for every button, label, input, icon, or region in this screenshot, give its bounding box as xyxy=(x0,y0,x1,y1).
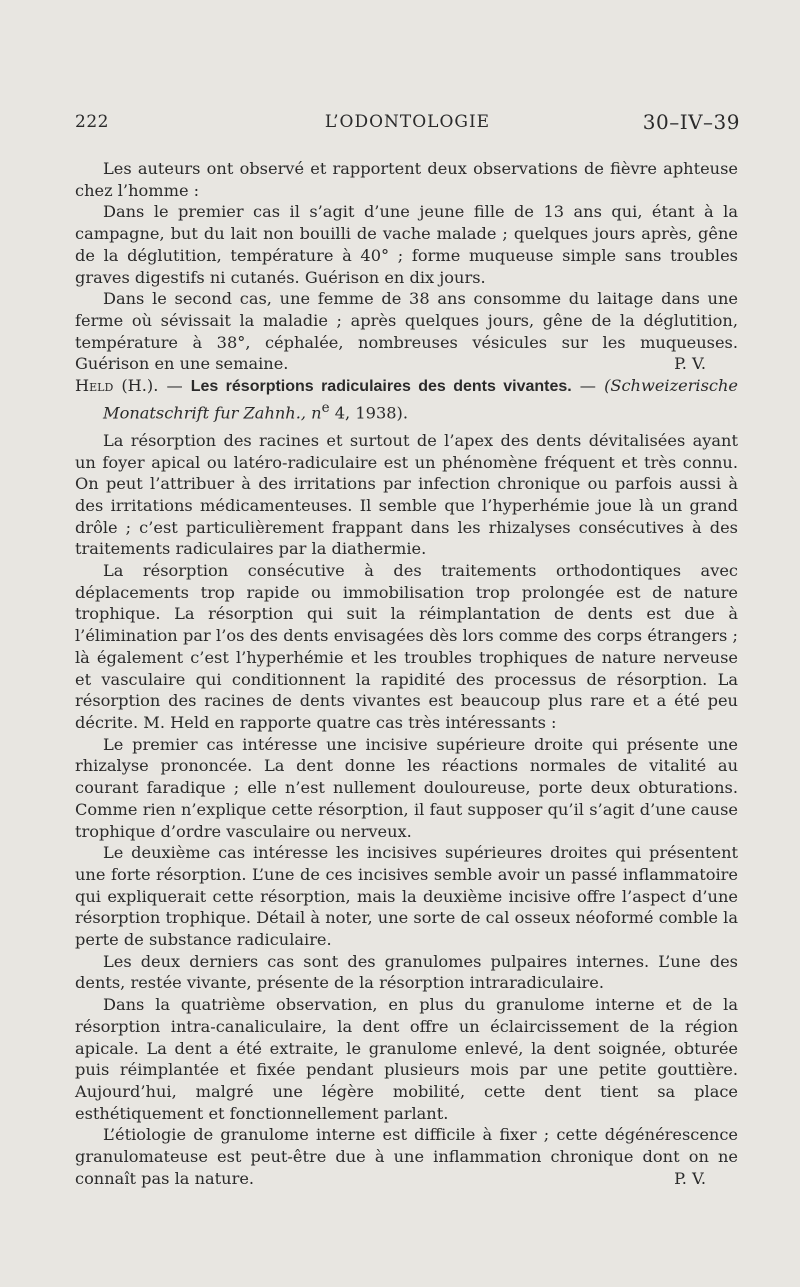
review-paragraph: La résorption consécutive à des traitements orthodontiques avec déplacements trop rapide ou immobilisation trop prolongée est de nature trophique. La résorption qui suit la réimplantation de dents est due à l’élimination par l’os des dents envisagées dès lors comme des corps étrangers ; là également c’est l’hyperhémie et les troubles trophiques de nature nerveuse et vasculaire qui conditionnent la rapidité des processus de résorption. La résorption des racines de dents vivantes est beaucoup plus rare et a été peu décrite. M. Held en rapporte quatre cas très intéressants : xyxy=(75,561,738,732)
dash: — xyxy=(571,376,605,396)
review-paragraph: Dans la quatrième observation, en plus du granulome interne et de la résorption intra-canaliculaire, la dent offre un éclaircissement de la région apicale. La dent a été extraite, le granulome enlevé, la dent soignée, obturée puis réimplantée et fixée pendant plusieurs mois par une petite gouttière. Aujourd’hui, malgré une légère mobilité, cette dent tient sa place esthétiquement et fonctionnellement parlant. xyxy=(75,995,738,1123)
review-paragraph: Les deux derniers cas sont des granulomes pulpaires internes. L’une des dents, restée vivante, présente de la résorption intraradiculaire. xyxy=(75,951,738,993)
journal-title: L’ODONTOLOGIE xyxy=(324,112,491,132)
review-paragraph: Le deuxième cas intéresse les incisives supérieures droites qui présentent une forte résorption. L’une de ces incisives semble avoir un passé inflammatoire qui expliquerait cette résorption, mais la deuxième incisive offre l’aspect d’une résorption trophique. Détail à noter, une sorte de cal osseux néoformé comble la perte de substance radiculaire. xyxy=(75,843,738,950)
page-number: 222 xyxy=(75,112,109,132)
intro-paragraph: Dans le second cas, une femme de 38 ans consomme du laitage dans une ferme où sévissait la maladie ; après quelques jours, gêne de la déglutition, température à 38°, céphalée, nombreuses vésicules sur les muqueuses. Guérison en une semaine. xyxy=(75,289,738,374)
page-header xyxy=(75,112,740,140)
review-paragraph: Le premier cas intéresse une incisive supérieure droite qui présente une rhizalyse prononcée. La dent donne les réactions normales de vitalité au courant faradique ; elle n’est nullement douloureuse, porte deux obturations. Comme rien n’explique cette résorption, il faut supposer qu’il s’agit d’une cause trophique d’ordre vasculaire ou nerveux. xyxy=(75,734,738,841)
issue-date: 30–IV–39 xyxy=(642,110,740,134)
review-source: (Schweizerische Monatschrift fur Zahnh., n xyxy=(103,376,738,423)
signature: P. V. xyxy=(674,1168,706,1188)
article-body xyxy=(75,158,738,1189)
review-author: Held (H.). xyxy=(75,376,159,396)
review-title: Les résorptions radiculaires des dents vivantes. xyxy=(190,378,572,396)
review-source-sup: e xyxy=(321,399,330,416)
dash: — xyxy=(158,376,191,396)
signature: P. V. xyxy=(674,354,706,374)
intro-paragraph: Dans le premier cas il s’agit d’une jeune fille de 13 ans qui, étant à la campagne, but du lait non bouilli de vache malade ; quelques jours après, gêne de la déglutition, température à 40° ; forme muqueuse simple sans troubles graves digestifs ni cutanés. Guérison en dix jours. xyxy=(75,202,738,287)
review-source-end: 4, 1938). xyxy=(329,403,409,423)
review-heading xyxy=(75,375,738,424)
review-paragraph: La résorption des racines et surtout de l’apex des dents dévitalisées ayant un foyer apical ou latéro-radiculaire est un phénomène fréquent et très connu. On peut l’attribuer à des irritations par infection chronique ou parfois aussi à des irritations médicamenteuses. Il semble que l’hyperhémie joue là un grand drôle ; c’est particulièrement frappant dans les rhizalyses consécutives à des traitements radiculaires par la diathermie. xyxy=(75,430,738,559)
review-paragraph: L’étiologie de granulome interne est difficile à fixer ; cette dégénérescence granulomateuse est peut-être due à une inflammation chronique dont on ne connaît pas la nature. xyxy=(75,1125,738,1188)
intro-paragraph: Les auteurs ont observé et rapportent deux observations de fièvre aphteuse chez l’homme : xyxy=(75,159,738,200)
